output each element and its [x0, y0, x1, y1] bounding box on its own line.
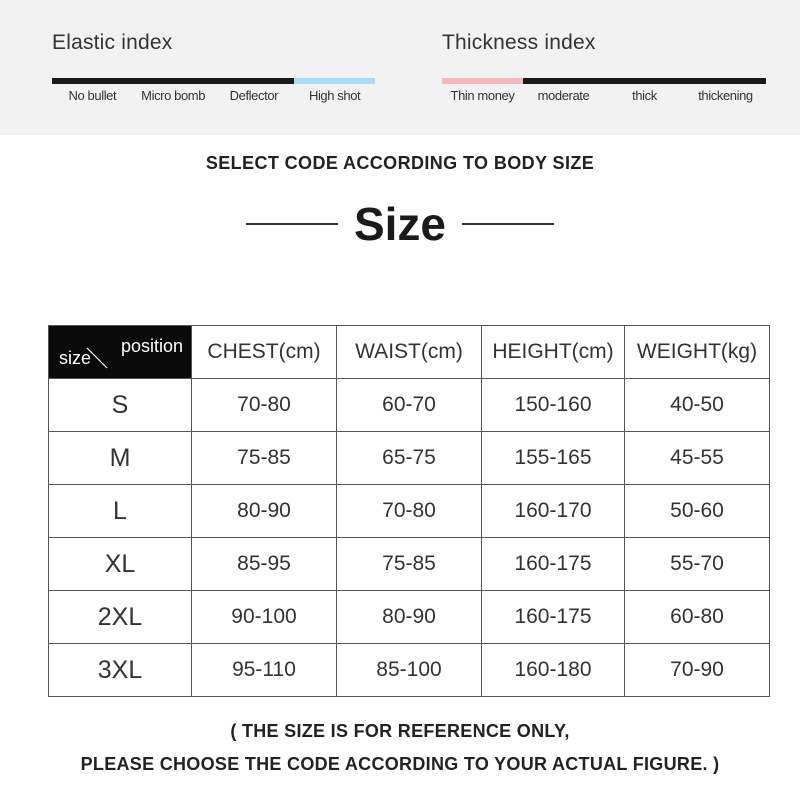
elastic-level-label: Micro bomb: [141, 88, 206, 103]
size-label-cell: S: [49, 379, 192, 432]
table-cell: 160-175: [482, 591, 625, 644]
footnote-line-1: ( THE SIZE IS FOR REFERENCE ONLY,: [230, 721, 570, 741]
thickness-bar-segment: [604, 78, 685, 84]
thickness-bar-segment: [442, 78, 523, 84]
table-cell: 70-80: [192, 379, 337, 432]
table-row: [49, 591, 770, 644]
elastic-index-labels: [52, 88, 375, 103]
elastic-bar-segment: [133, 78, 214, 84]
column-header: WEIGHT(kg): [625, 326, 770, 379]
thickness-bar-segment: [685, 78, 766, 84]
size-label-cell: 3XL: [49, 644, 192, 697]
thickness-index-labels: [442, 88, 766, 103]
table-header-row: [49, 326, 770, 379]
table-cell: 70-80: [337, 485, 482, 538]
table-cell: 80-90: [337, 591, 482, 644]
size-title: Size: [353, 198, 447, 250]
footnote-line-2: PLEASE CHOOSE THE CODE ACCORDING TO YOUR ACTUAL FIGURE. ): [80, 754, 720, 774]
thickness-index: [442, 28, 766, 103]
table-row: [49, 379, 770, 432]
corner-position-label: position: [120, 336, 183, 356]
table-cell: 40-50: [625, 379, 770, 432]
index-banner: [0, 0, 800, 135]
elastic-level-label: High shot: [308, 88, 361, 103]
table-cell: 60-70: [337, 379, 482, 432]
table-cell: 160-175: [482, 538, 625, 591]
table-cell: 50-60: [625, 485, 770, 538]
table-row: [49, 644, 770, 697]
elastic-index: [52, 28, 375, 103]
thickness-index-title: Thickness index: [442, 31, 596, 54]
size-label-cell: XL: [49, 538, 192, 591]
table-cell: 160-170: [482, 485, 625, 538]
table-cell: 70-90: [625, 644, 770, 697]
table-cell: 90-100: [192, 591, 337, 644]
column-header: HEIGHT(cm): [482, 326, 625, 379]
size-chart-table: [48, 325, 770, 697]
thickness-level-label: moderate: [537, 88, 590, 103]
table-cell: 150-160: [482, 379, 625, 432]
column-header: WAIST(cm): [337, 326, 482, 379]
table-cell: 95-110: [192, 644, 337, 697]
table-cell: 75-85: [192, 432, 337, 485]
table-cell: 65-75: [337, 432, 482, 485]
table-cell: 160-180: [482, 644, 625, 697]
thickness-level-label: thick: [632, 88, 657, 103]
size-label-cell: 2XL: [49, 591, 192, 644]
table-cell: 45-55: [625, 432, 770, 485]
table-row: [49, 538, 770, 591]
table-corner-cell: [49, 326, 192, 379]
elastic-bar-segment: [294, 78, 375, 84]
elastic-bar-segment: [52, 78, 133, 84]
elastic-index-title: Elastic index: [52, 31, 173, 54]
column-header: CHEST(cm): [192, 326, 337, 379]
elastic-level-label: Deflector: [229, 88, 279, 103]
title-rule-right: [462, 223, 554, 225]
size-label-cell: L: [49, 485, 192, 538]
table-cell: 55-70: [625, 538, 770, 591]
table-cell: 80-90: [192, 485, 337, 538]
table-cell: 85-95: [192, 538, 337, 591]
thickness-level-label: thickening: [698, 88, 753, 103]
title-rule-left: [246, 223, 338, 225]
table-row: [49, 432, 770, 485]
thickness-index-bar: [442, 78, 766, 84]
thickness-level-label: Thin money: [450, 88, 515, 103]
table-cell: 85-100: [337, 644, 482, 697]
size-title-row: [0, 196, 800, 252]
table-row: [49, 485, 770, 538]
elastic-index-bar: [52, 78, 375, 84]
thickness-bar-segment: [523, 78, 604, 84]
elastic-level-label: No bullet: [68, 88, 117, 103]
table-cell: 60-80: [625, 591, 770, 644]
select-code-heading: SELECT CODE ACCORDING TO BODY SIZE: [205, 153, 595, 173]
table-cell: 155-165: [482, 432, 625, 485]
size-label-cell: M: [49, 432, 192, 485]
corner-size-label: size: [59, 348, 92, 368]
elastic-bar-segment: [214, 78, 295, 84]
table-cell: 75-85: [337, 538, 482, 591]
